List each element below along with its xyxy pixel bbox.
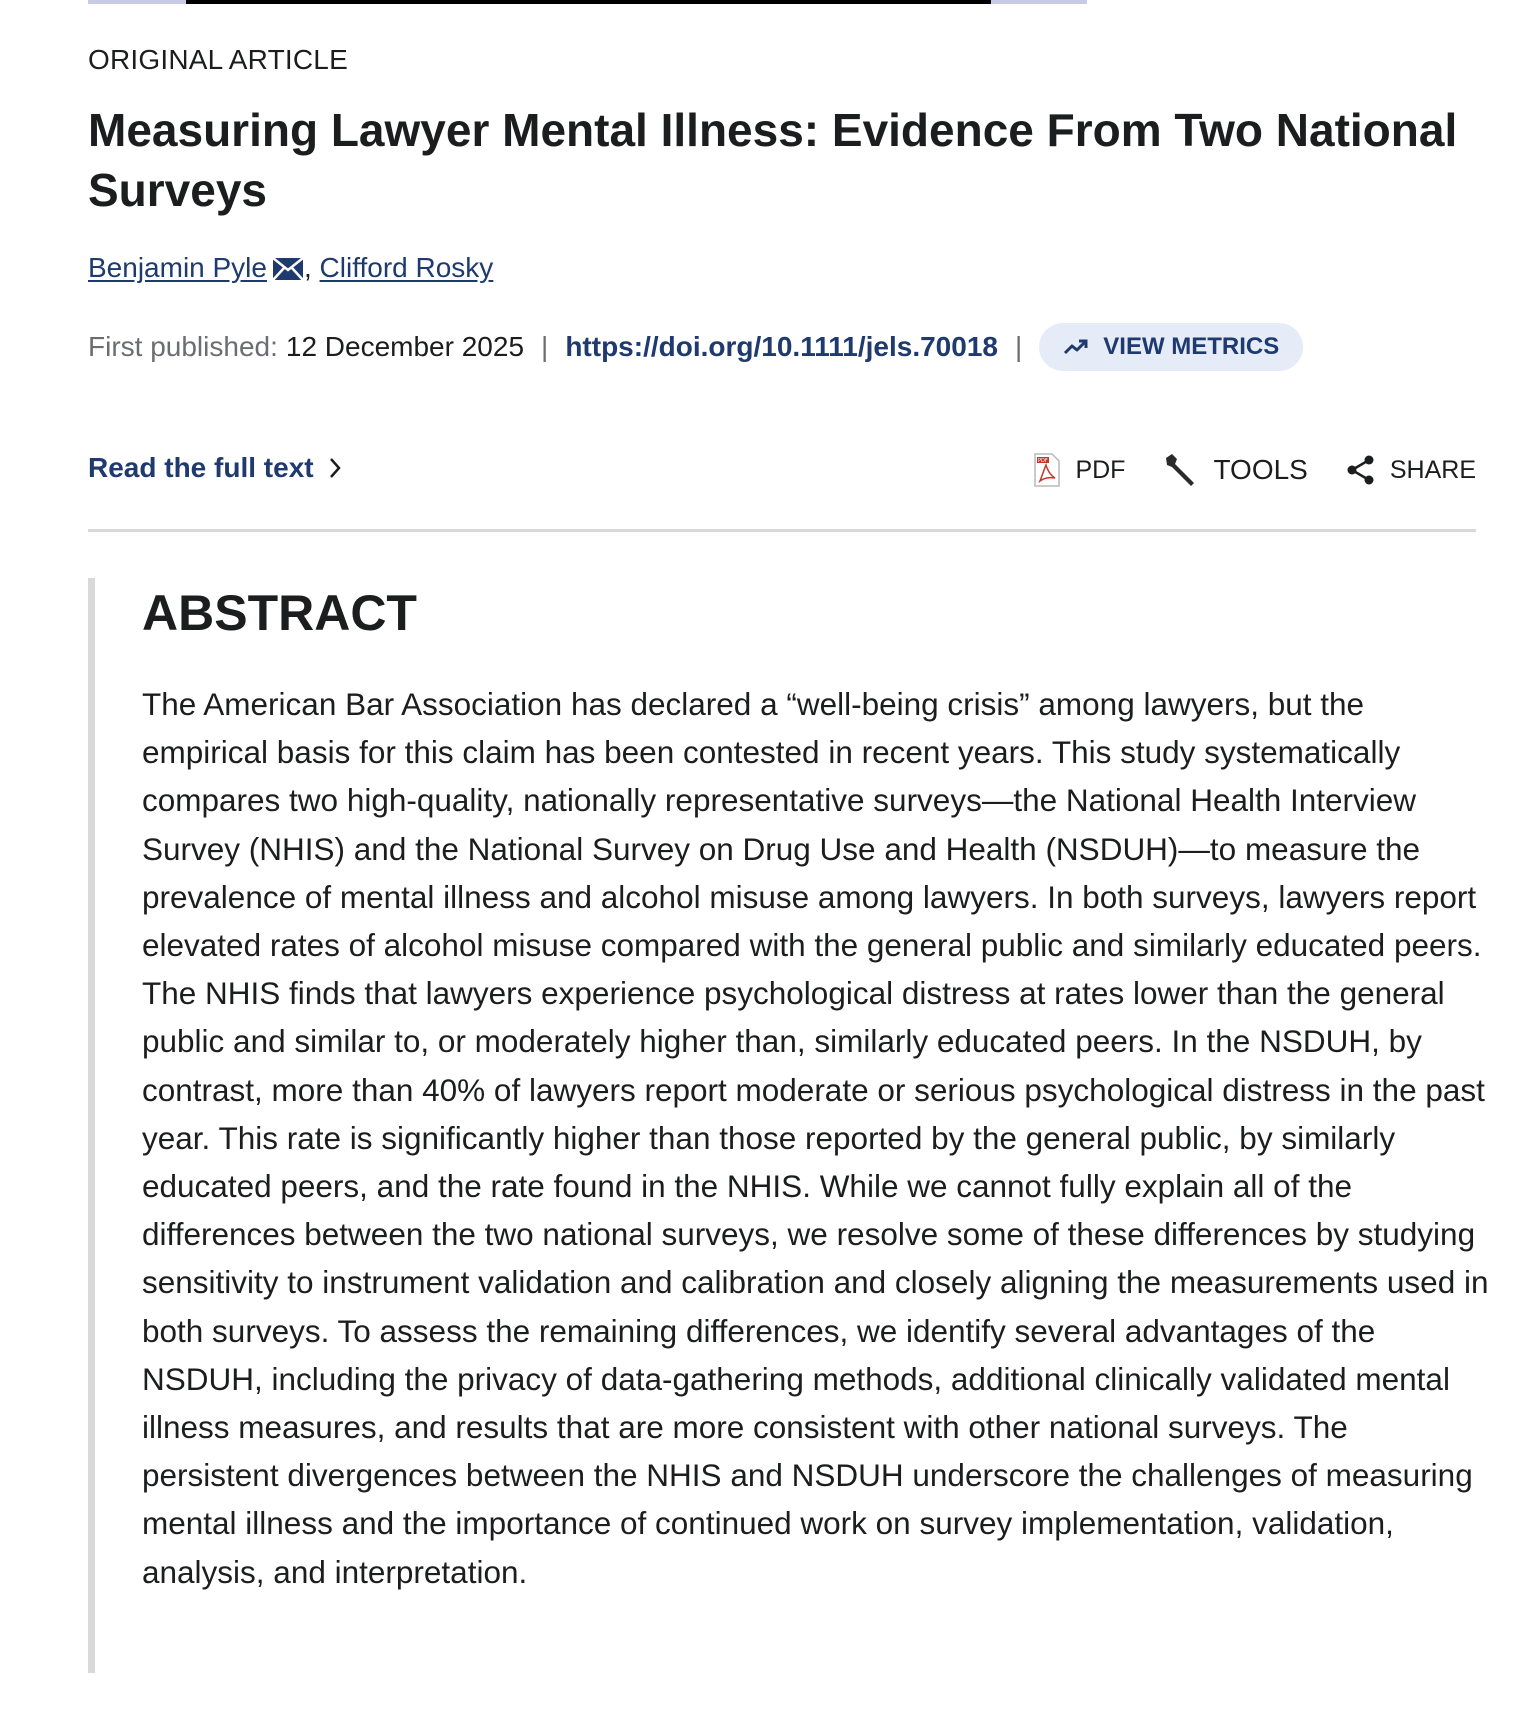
banner-bar xyxy=(186,0,991,4)
top-banner-image xyxy=(88,0,1087,4)
pdf-button[interactable] xyxy=(1033,453,1125,487)
doi-link[interactable]: https://doi.org/10.1111/jels.70018 xyxy=(565,331,998,362)
abstract-section xyxy=(88,578,1488,1673)
view-metrics-button[interactable] xyxy=(1039,323,1303,371)
tools-button[interactable] xyxy=(1163,452,1307,488)
publication-info xyxy=(88,322,1303,372)
envelope-icon[interactable] xyxy=(272,256,304,288)
share-icon xyxy=(1346,454,1376,486)
pdf-file-icon xyxy=(1033,453,1061,487)
tools-label: TOOLS xyxy=(1213,454,1308,485)
abstract-heading: ABSTRACT xyxy=(142,585,417,641)
share-label: SHARE xyxy=(1389,455,1476,484)
article-toolbar xyxy=(995,452,1476,488)
author-list xyxy=(88,252,493,288)
svg-text:PDF: PDF xyxy=(1038,458,1049,464)
article-type: ORIGINAL ARTICLE xyxy=(88,44,348,75)
read-full-text-label: Read the full text xyxy=(88,452,314,483)
author-link-clifford-rosky[interactable]: Clifford Rosky xyxy=(319,252,494,283)
author-separator: , xyxy=(303,252,312,283)
share-button[interactable] xyxy=(1346,454,1476,486)
read-full-text-link[interactable] xyxy=(88,452,342,484)
published-date: 12 December 2025 xyxy=(285,331,525,362)
section-divider xyxy=(88,529,1476,532)
abstract-text: The American Bar Association has declared a “well-being crisis” among lawyers, but the empirical basis for this claim has been contested in recent years. This study systematically compares two high-quality, nationally representative surveys—the National Health Interview Survey (NHIS) and the National Survey on Drug Use and Health (NSDUH)—to measure the prevalence of mental illness and alcohol misuse among lawyers. In both surveys, lawyers report elevated rates of alcohol misuse compared with the general public and similarly educated peers. The NHIS finds that lawyers experience psychological distress at rates lower than the general public and similar to, or moderately higher than, similarly educated peers. In the NSDUH, by contrast, more than 40% of lawyers report moderate or serious psychological distress in the past year. This rate is significantly higher than those reported by the general public, by similarly educated peers, and the rate found in the NHIS. While we cannot fully explain all of the differences between the two national surveys, we resolve some of these differences by studying sensitivity to instrument validation and calibration and closely aligning the measurements used in both surveys. To assess the remaining differences, we identify several advantages of the NSDUH, including the privacy of data-gathering methods, additional clinically validated mental illness measures, and results that are more consistent with other national surveys. The persistent divergences between the NHIS and NSDUH underscore the challenges of measuring mental illness and the importance of continued work on survey implementation, validation, analysis, and interpretation. xyxy=(142,686,1489,1590)
pdf-label: PDF xyxy=(1075,455,1126,484)
article-title: Measuring Lawyer Mental Illness: Evidence From Two National Surveys xyxy=(88,104,1458,216)
trending-up-icon xyxy=(1063,338,1089,356)
separator: | xyxy=(1014,331,1023,362)
wrench-icon xyxy=(1163,452,1199,488)
published-label: First published: xyxy=(88,331,278,362)
separator: | xyxy=(541,331,549,362)
chevron-right-icon xyxy=(328,456,342,480)
author-link-benjamin-pyle[interactable]: Benjamin Pyle xyxy=(88,252,267,283)
view-metrics-label: VIEW METRICS xyxy=(1103,333,1280,360)
